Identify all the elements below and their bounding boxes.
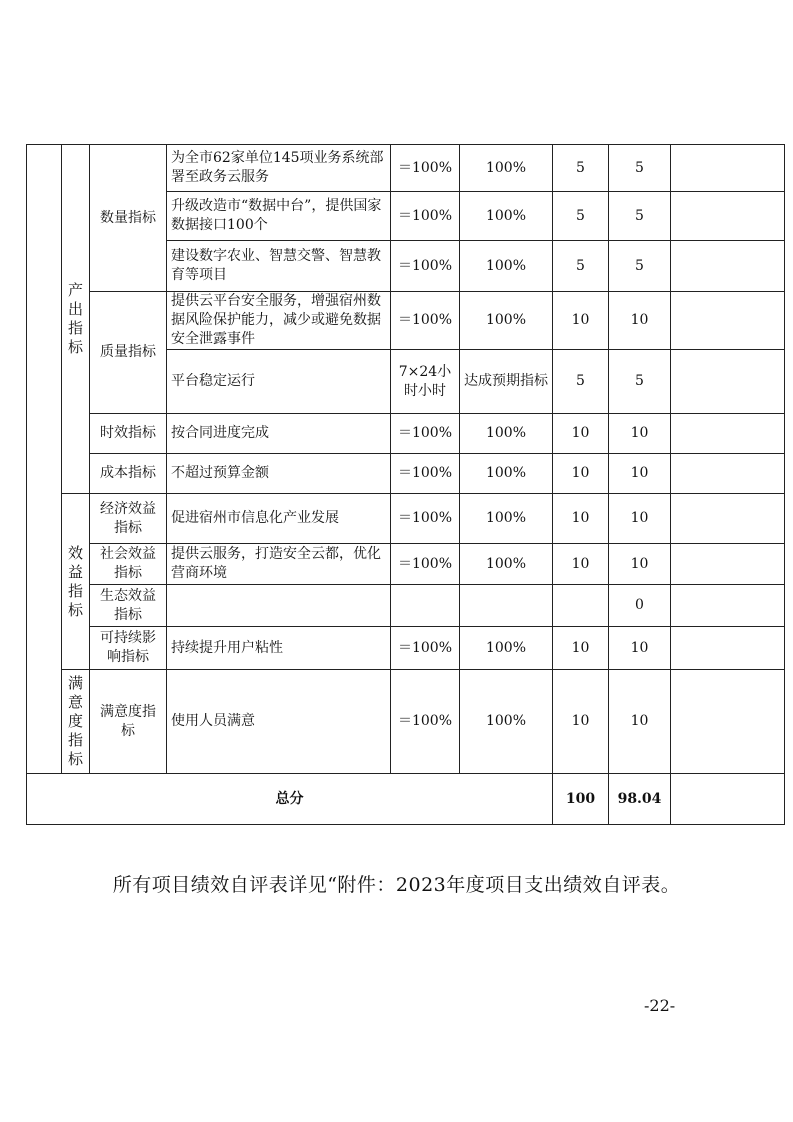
actual-value: 100% [460, 670, 553, 774]
total-score: 98.04 [609, 774, 671, 825]
indicator-content: 建设数字农业、智慧交警、智慧教育等项目 [167, 241, 391, 292]
weight-value: 10 [553, 292, 609, 350]
target-value [391, 585, 460, 627]
total-weight: 100 [553, 774, 609, 825]
weight-value: 5 [553, 350, 609, 414]
sub-sustainable: 可持续影响指标 [90, 627, 167, 670]
sub-cost: 成本指标 [90, 454, 167, 494]
indicator-content: 提供云服务，打造安全云都，优化营商环境 [167, 544, 391, 585]
score-value: 10 [609, 670, 671, 774]
score-value: 10 [609, 494, 671, 544]
table-row [27, 494, 785, 544]
weight-value: 10 [553, 670, 609, 774]
remark-cell [671, 292, 785, 350]
target-value: ＝100% [391, 627, 460, 670]
actual-value: 100% [460, 627, 553, 670]
group-satisfaction: 满意度指标 [62, 670, 90, 774]
weight-value: 5 [553, 192, 609, 241]
actual-value: 100% [460, 494, 553, 544]
actual-value: 100% [460, 192, 553, 241]
weight-value: 5 [553, 241, 609, 292]
score-value: 5 [609, 350, 671, 414]
target-value: ＝100% [391, 494, 460, 544]
target-value: ＝100% [391, 544, 460, 585]
table-row [27, 145, 785, 192]
sub-quantity: 数量指标 [90, 145, 167, 292]
table-row [27, 627, 785, 670]
target-value: ＝100% [391, 241, 460, 292]
total-label: 总分 [27, 774, 553, 825]
table-row [27, 292, 785, 350]
actual-value: 100% [460, 414, 553, 454]
indicator-content: 使用人员满意 [167, 670, 391, 774]
score-value: 0 [609, 585, 671, 627]
indicator-content: 按合同进度完成 [167, 414, 391, 454]
remark-cell [671, 774, 785, 825]
actual-value: 100% [460, 241, 553, 292]
indicator-content: 平台稳定运行 [167, 350, 391, 414]
score-value: 5 [609, 192, 671, 241]
weight-value: 10 [553, 544, 609, 585]
actual-value: 100% [460, 145, 553, 192]
indicator-content: 持续提升用户粘性 [167, 627, 391, 670]
group-output: 产出指标 [62, 145, 90, 494]
performance-table [26, 144, 785, 825]
sub-quality: 质量指标 [90, 292, 167, 414]
target-value: 7×24小时小时 [391, 350, 460, 414]
table-row [27, 544, 785, 585]
page-number: -22- [644, 996, 676, 1015]
weight-value: 10 [553, 414, 609, 454]
actual-value: 100% [460, 292, 553, 350]
score-value: 10 [609, 627, 671, 670]
score-value: 10 [609, 414, 671, 454]
group-benefit: 效益指标 [62, 494, 90, 670]
weight-value: 10 [553, 494, 609, 544]
remark-cell [671, 454, 785, 494]
target-value: ＝100% [391, 292, 460, 350]
actual-value: 100% [460, 454, 553, 494]
weight-value: 10 [553, 454, 609, 494]
score-value: 5 [609, 241, 671, 292]
actual-value: 100% [460, 544, 553, 585]
remark-cell [671, 145, 785, 192]
score-value: 5 [609, 145, 671, 192]
remark-cell [671, 627, 785, 670]
indicator-content: 提供云平台安全服务，增强宿州数据风险保护能力，减少或避免数据安全泄露事件 [167, 292, 391, 350]
sub-ecological: 生态效益指标 [90, 585, 167, 627]
actual-value: 达成预期指标 [460, 350, 553, 414]
indicator-content: 为全市62家单位145项业务系统部署至政务云服务 [167, 145, 391, 192]
target-value: ＝100% [391, 454, 460, 494]
remark-cell [671, 350, 785, 414]
table-row [27, 670, 785, 774]
target-value: ＝100% [391, 414, 460, 454]
table-row [27, 454, 785, 494]
indicator-content [167, 585, 391, 627]
weight-value: 10 [553, 627, 609, 670]
score-value: 10 [609, 544, 671, 585]
indicator-content: 升级改造市“数据中台”，提供国家数据接口100个 [167, 192, 391, 241]
indicator-content: 促进宿州市信息化产业发展 [167, 494, 391, 544]
remark-cell [671, 414, 785, 454]
remark-cell [671, 241, 785, 292]
actual-value [460, 585, 553, 627]
sub-satisfaction: 满意度指标 [90, 670, 167, 774]
weight-value [553, 585, 609, 627]
target-value: ＝100% [391, 192, 460, 241]
remark-cell [671, 544, 785, 585]
score-value: 10 [609, 292, 671, 350]
indicator-content: 不超过预算金额 [167, 454, 391, 494]
sub-social: 社会效益指标 [90, 544, 167, 585]
remark-cell [671, 192, 785, 241]
table-row [27, 585, 785, 627]
remark-cell [671, 494, 785, 544]
weight-value: 5 [553, 145, 609, 192]
remark-cell [671, 585, 785, 627]
table-row [27, 414, 785, 454]
sub-economic: 经济效益指标 [90, 494, 167, 544]
target-value: ＝100% [391, 145, 460, 192]
sub-timeliness: 时效指标 [90, 414, 167, 454]
total-row [27, 774, 785, 825]
summary-text: 所有项目绩效自评表详见“附件：2023年度项目支出绩效自评表。 [112, 874, 681, 896]
score-value: 10 [609, 454, 671, 494]
target-value: ＝100% [391, 670, 460, 774]
blank-first-column [27, 145, 62, 774]
remark-cell [671, 670, 785, 774]
